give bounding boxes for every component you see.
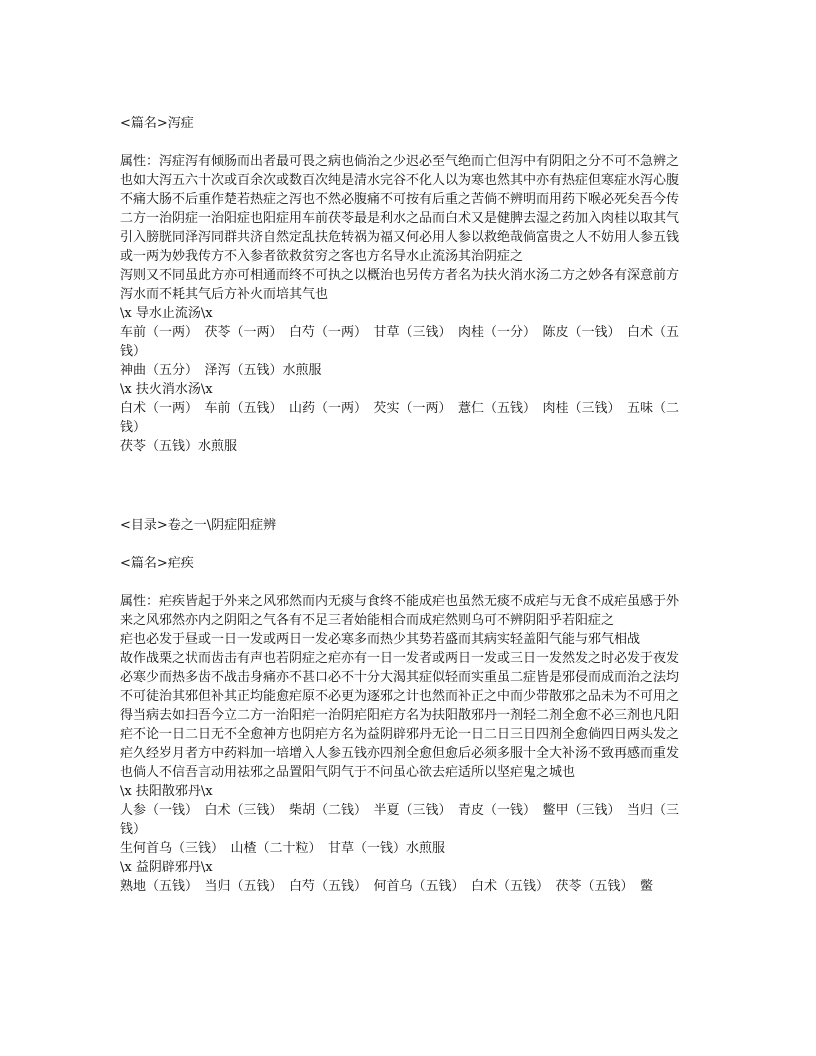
recipe-ingredients: 神曲（五分） 泽泻（五钱）水煎服 xyxy=(120,363,322,378)
attribute-line: 也如大泻五六十次或百余次或数百次纯是清水完谷不化人以为寒也然其中亦有热症但寒症水泻心腹不痛大肠不后重作楚若热症之泻也不然必腹痛不可按有后重之苦倘不辨明而用药下喉必死矣吾今传二方一治阴症一治阳症也阳症用车前茯苓最是利水之品而白术又是健脾去湿之药加入肉桂以取其气引入膀胱同泽泻同群共济自然定乱扶危转祸为福又何必用人参以救绝哉倘富贵之人不妨用人参五钱或一两为妙我传方不入参者欲救贫穷之客也方名导水止流汤其治阴症之 xyxy=(120,173,680,264)
recipe-name-fuhuo: \x 扶火消水汤\x xyxy=(120,382,213,397)
recipe-name-daoshui: \x 导水止流汤\x xyxy=(120,306,213,321)
recipe-ingredients: 白术（一两） 车前（五钱） 山药（一两） 芡实（一两） 薏仁（五钱） 肉桂（三钱） 五味（二钱） xyxy=(120,401,680,435)
spacer xyxy=(120,456,686,516)
recipe-ingredients: 生何首乌（三钱） 山楂（二十粒） 甘草（一钱）水煎服 xyxy=(120,841,446,856)
recipe-name-fuyang: \x 扶阳散邪丹\x xyxy=(120,784,213,799)
attribute-line: 泻则又不同虽此方亦可相通而终不可执之以概治也另传方者名为扶火消水汤二方之妙各有深意前方泻水而不耗其气后方补火而培其气也 xyxy=(120,268,680,302)
section-title-xiezheng: <篇名>泻症 xyxy=(120,116,194,131)
recipe-name-yiyin: \x 益阴辟邪丹\x xyxy=(120,860,213,875)
recipe-ingredients: 人参（一钱） 白术（三钱） 柴胡（二钱） 半夏（三钱） 青皮（一钱） 鳖甲（三钱） 当归（三钱） xyxy=(120,803,680,837)
attribute-paragraph-nueji xyxy=(120,592,686,782)
attribute-line: 来之风邪然亦内之阴阳之气各有不足三者始能相合而成疟然则乌可不辨阴阳乎若阳症之 xyxy=(120,613,615,628)
recipe-ingredients: 茯苓（五钱）水煎服 xyxy=(120,439,238,454)
attribute-paragraph-xiezheng xyxy=(120,152,686,304)
spacer xyxy=(120,535,686,554)
attribute-line: 属性：泻症泻有倾肠而出者最可畏之病也倘治之少迟必至气绝而亡但泻中有阴阳之分不可不急辨之 xyxy=(120,154,680,169)
attribute-line: 疟也必发于昼或一日一发或两日一发必寒多而热少其势若盛而其病实轻盖阳气能与邪气相战 xyxy=(120,632,641,647)
spacer xyxy=(120,573,686,592)
document-page xyxy=(120,114,686,896)
spacer xyxy=(120,133,686,152)
section-title-nueji: <篇名>疟疾 xyxy=(120,556,194,571)
catalog-heading: <目录>卷之一\阴症阳症辨 xyxy=(120,518,277,533)
attribute-line: 故作战栗之状而齿击有声也若阴症之疟亦有一日一发者或两日一发或三日一发然发之时必发于夜发必寒少而热多齿不战击身痛亦不甚口必不十分大渴其症似轻而实重虽二症皆是邪侵而成而治之法均不可徒治其邪但补其正均能愈疟原不必更为逐邪之计也然而补正之中而少带散邪之品未为不可用之得当病去如扫吾今立二方一治阳疟一治阴疟阳疟方名为扶阳散邪丹一剂轻二剂全愈不必三剂也凡阳疟不论一日二日无不全愈神方也阴疟方名为益阴辟邪丹无论一日二日三日四剂全愈倘四日两头发之疟久经岁月者方中药料加一培增入人参五钱亦四剂全愈但愈后必须多服十全大补汤不致再感而重发也倘人不信吾言动用祛邪之品置阳气阴气于不问虽心欲去疟适所以坚疟鬼之城也 xyxy=(120,651,680,780)
attribute-line: 属性：疟疾皆起于外来之风邪然而内无痰与食终不能成疟也虽然无痰不成疟与无食不成疟虽感于外 xyxy=(120,594,680,609)
recipe-ingredients: 车前（一两） 茯苓（一两） 白芍（一两） 甘草（三钱） 肉桂（一分） 陈皮（一钱） 白术（五钱） xyxy=(120,325,680,359)
recipe-ingredients: 熟地（五钱） 当归（五钱） 白芍（五钱） 何首乌（五钱） 白术（五钱） 茯苓（五钱） 鳖 xyxy=(120,879,654,894)
